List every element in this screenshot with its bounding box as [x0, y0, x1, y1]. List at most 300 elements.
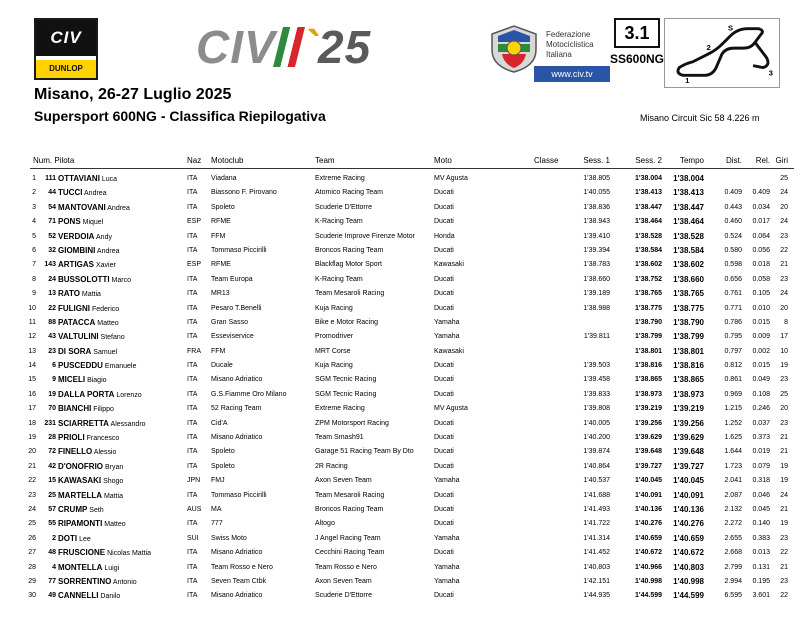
- laps: 23: [780, 376, 788, 384]
- team: J Angel Racing Team: [315, 534, 381, 542]
- motoclub: Misano Adriatico: [211, 434, 263, 442]
- team: Promodriver: [315, 333, 354, 341]
- rider-firstname: Luigi: [104, 564, 120, 572]
- bike: Ducati: [434, 290, 454, 298]
- nationality: ITA: [187, 520, 198, 528]
- bib-number: 70: [48, 405, 56, 413]
- bib-number: 72: [48, 448, 56, 456]
- bike: Ducati: [434, 218, 454, 226]
- gap-previous: 0.079: [752, 462, 770, 470]
- table-row: [0, 258, 800, 272]
- team: Scuderie Improve Firenze Motor: [315, 232, 415, 240]
- session2-time: 1'44.599: [635, 592, 662, 600]
- rider-surname: MICELI: [58, 375, 86, 385]
- table-row: [0, 172, 800, 186]
- team: Team Mesaroli Racing: [315, 491, 385, 499]
- gap-leader: 0.443: [724, 203, 742, 211]
- civ-2025-banner: CIV `25: [196, 21, 372, 73]
- laps: 25: [780, 175, 788, 182]
- rider-surname: PUSCEDDU: [58, 361, 103, 371]
- rider-name: [58, 244, 119, 259]
- bib-number: 28: [48, 434, 56, 442]
- nationality: JPN: [187, 477, 201, 485]
- bike: Honda: [434, 232, 455, 240]
- position: 18: [28, 419, 36, 427]
- bike: Yamaha: [434, 333, 460, 341]
- best-time: 1'40.998: [673, 576, 704, 586]
- rider-name: [58, 316, 119, 331]
- rider-firstname: Biagio: [87, 377, 107, 385]
- bib-number: 13: [48, 290, 56, 298]
- session2-time: 1'38.528: [635, 232, 662, 240]
- rider-name: [58, 201, 130, 216]
- rider-surname: VERDOIA: [58, 231, 95, 241]
- rider-firstname: Lee: [79, 535, 91, 543]
- motoclub: Misano Adriatico: [211, 592, 263, 600]
- bike: Ducati: [434, 275, 454, 283]
- rider-firstname: Alessandro: [110, 420, 146, 428]
- session2-time: 1'40.091: [635, 491, 662, 499]
- best-time: 1'40.045: [673, 476, 704, 486]
- gap-previous: 0.013: [752, 549, 770, 557]
- position: 27: [28, 549, 36, 557]
- bike: Kawasaki: [434, 261, 464, 269]
- rider-name: [58, 489, 123, 504]
- rider-surname: PONS: [58, 217, 81, 227]
- best-time: 1'38.584: [673, 245, 704, 255]
- bike: Kawasaki: [434, 347, 464, 355]
- bib-number: 57: [48, 505, 56, 513]
- track-label-1: 1: [685, 76, 690, 86]
- position: 12: [28, 333, 36, 341]
- gap-previous: 0.034: [752, 203, 770, 211]
- best-time: 1'38.660: [673, 274, 704, 284]
- motoclub: FFM: [211, 232, 226, 240]
- motoclub: 52 Racing Team: [211, 405, 262, 413]
- gap-previous: 0.140: [752, 520, 770, 528]
- laps: 22: [780, 246, 788, 254]
- rider-name: [58, 517, 126, 532]
- gap-previous: 0.015: [752, 318, 770, 326]
- bib-number: 32: [48, 246, 56, 254]
- rider-firstname: Mattia: [81, 291, 101, 299]
- session1-time: 1'38.836: [583, 203, 610, 211]
- civ-logo: [34, 18, 98, 80]
- session2-time: 1'38.752: [635, 275, 662, 283]
- team: Extreme Racing: [315, 175, 365, 182]
- team: Kuja Racing: [315, 304, 353, 312]
- session2-time: 1'38.765: [635, 290, 662, 298]
- laps: 20: [780, 304, 788, 312]
- session2-time: 1'38.799: [635, 333, 662, 341]
- table-row: [0, 273, 800, 287]
- best-time: 1'40.276: [673, 519, 704, 529]
- gap-leader: 0.812: [724, 362, 742, 370]
- rider-name: [58, 561, 119, 576]
- nationality: ITA: [187, 448, 198, 456]
- best-time: 1'38.464: [673, 217, 704, 227]
- laps: 17: [780, 333, 788, 341]
- gap-previous: 0.045: [752, 505, 770, 513]
- rider-name: [58, 287, 101, 302]
- rider-surname: PATACCA: [58, 317, 96, 327]
- gap-previous: 0.064: [752, 232, 770, 240]
- laps: 24: [780, 290, 788, 298]
- session2-time: 1'40.136: [635, 505, 662, 513]
- laps: 20: [780, 203, 788, 211]
- motoclub: MR13: [211, 290, 230, 298]
- track-label-3: 3: [768, 68, 773, 78]
- gap-leader: 2.087: [724, 491, 742, 499]
- nationality: ITA: [187, 434, 198, 442]
- team: Extreme Racing: [315, 405, 365, 413]
- team: Garage 51 Racing Team By Dto: [315, 448, 414, 456]
- dunlop-logo: DUNLOP: [36, 60, 96, 78]
- team: SGM Tecnic Racing: [315, 390, 377, 398]
- best-time: 1'40.136: [673, 504, 704, 514]
- bike: Ducati: [434, 491, 454, 499]
- best-time: 1'38.413: [673, 188, 704, 198]
- table-row: [0, 201, 800, 215]
- team: Axon Seven Team: [315, 477, 372, 485]
- nationality: ITA: [187, 175, 198, 182]
- bike: Ducati: [434, 520, 454, 528]
- round-number: 3.1: [614, 18, 660, 48]
- gap-leader: 0.598: [724, 261, 742, 269]
- rider-surname: DOTI: [58, 533, 78, 543]
- gap-leader: 2.132: [724, 505, 742, 513]
- gap-leader: 0.797: [724, 347, 742, 355]
- gap-leader: 1.625: [724, 434, 742, 442]
- position: 16: [28, 390, 36, 398]
- motoclub: 777: [211, 520, 223, 528]
- session1-time: 1'41.452: [583, 549, 610, 557]
- motoclub: Gran Sasso: [211, 318, 248, 326]
- federation-name: Federazione Motociclistica Italiana: [546, 30, 594, 59]
- col-tempo: Tempo: [679, 156, 704, 165]
- session1-time: 1'39.808: [583, 405, 610, 413]
- session2-time: 1'40.659: [635, 534, 662, 542]
- table-row: [0, 230, 800, 244]
- gap-previous: 0.246: [752, 405, 770, 413]
- rider-surname: GIOMBINI: [58, 245, 96, 255]
- laps: 21: [780, 448, 788, 456]
- position: 19: [28, 434, 36, 442]
- team: Broncos Racing Team: [315, 505, 384, 513]
- session2-time: 1'38.584: [635, 246, 662, 254]
- bib-number: 49: [48, 592, 56, 600]
- rider-firstname: Miquel: [82, 219, 104, 227]
- best-time: 1'38.816: [673, 361, 704, 371]
- bib-number: 23: [48, 347, 56, 355]
- session2-time: 1'38.816: [635, 362, 662, 370]
- rider-firstname: Marco: [111, 276, 131, 284]
- table-row: [0, 474, 800, 488]
- rider-name: [58, 575, 137, 590]
- table-row: [0, 388, 800, 402]
- motoclub: Cid'A: [211, 419, 228, 427]
- session2-time: 1'40.998: [635, 577, 662, 585]
- bib-number: 2: [52, 534, 56, 542]
- best-time: 1'38.973: [673, 389, 704, 399]
- header-divider: [30, 168, 794, 169]
- session2-time: 1'38.464: [635, 218, 662, 226]
- laps: 24: [780, 189, 788, 197]
- motoclub: G.S.Fiamme Oro Milano: [211, 390, 287, 398]
- session2-time: 1'40.276: [635, 520, 662, 528]
- bike: Yamaha: [434, 563, 460, 571]
- gap-previous: 0.383: [752, 534, 770, 542]
- team: Team Smash91: [315, 434, 364, 442]
- position: 5: [32, 232, 36, 240]
- session1-time: 1'40.803: [583, 563, 610, 571]
- table-row: [0, 345, 800, 359]
- bib-number: 143: [44, 261, 56, 269]
- best-time: 1'38.765: [673, 289, 704, 299]
- bib-number: 43: [48, 333, 56, 341]
- session1-time: 1'41.688: [583, 491, 610, 499]
- team: MRT Corse: [315, 347, 351, 355]
- gap-previous: 0.049: [752, 376, 770, 384]
- gap-leader: 0.761: [724, 290, 742, 298]
- gap-leader: 0.771: [724, 304, 742, 312]
- bib-number: 22: [48, 304, 56, 312]
- team: Scuderie D'Ettorre: [315, 592, 372, 600]
- rider-surname: MARTELLA: [58, 490, 102, 500]
- motoclub: Tommaso Piccirilli: [211, 491, 267, 499]
- session1-time: 1'40.864: [583, 462, 610, 470]
- bike: Ducati: [434, 189, 454, 197]
- rider-name: [58, 345, 117, 360]
- bike: Yamaha: [434, 477, 460, 485]
- bib-number: 6: [52, 362, 56, 370]
- rider-firstname: Emanuele: [104, 363, 137, 371]
- rider-firstname: Andy: [96, 233, 112, 241]
- team: Cecchini Racing Team: [315, 549, 385, 557]
- bike: Ducati: [434, 419, 454, 427]
- rider-name: [58, 172, 117, 187]
- col-giri: Giri: [775, 156, 788, 165]
- position: 21: [28, 462, 36, 470]
- table-row: [0, 215, 800, 229]
- table-row: [0, 561, 800, 575]
- session1-time: 1'39.874: [583, 448, 610, 456]
- gap-leader: 2.799: [724, 563, 742, 571]
- bib-number: 24: [48, 275, 56, 283]
- laps: 22: [780, 549, 788, 557]
- best-time: 1'40.659: [673, 533, 704, 543]
- rider-firstname: Matteo: [97, 319, 119, 327]
- bib-number: 55: [48, 520, 56, 528]
- session1-time: 1'39.410: [583, 232, 610, 240]
- banner-title: CIV: [196, 21, 276, 73]
- gap-previous: 0.108: [752, 390, 770, 398]
- motoclub: Misano Adriatico: [211, 549, 263, 557]
- bib-number: 15: [48, 477, 56, 485]
- gap-previous: 0.058: [752, 275, 770, 283]
- table-row: [0, 460, 800, 474]
- position: 22: [28, 477, 36, 485]
- team: K-Racing Team: [315, 218, 363, 226]
- rider-firstname: Matteo: [104, 521, 126, 529]
- gap-previous: 0.002: [752, 347, 770, 355]
- session2-time: 1'38.775: [635, 304, 662, 312]
- nationality: ITA: [187, 362, 198, 370]
- rider-surname: SORRENTINO: [58, 576, 112, 586]
- nationality: ITA: [187, 290, 198, 298]
- civ-logo-text: CIV: [36, 20, 96, 56]
- position: 13: [28, 347, 36, 355]
- best-time: 1'39.256: [673, 418, 704, 428]
- rider-firstname: Bryan: [104, 463, 124, 471]
- gap-leader: 0.969: [724, 390, 742, 398]
- session1-time: 1'38.783: [583, 261, 610, 269]
- rider-firstname: Andrea: [96, 247, 120, 255]
- position: 11: [28, 318, 36, 326]
- motoclub: RFME: [211, 218, 231, 226]
- bib-number: 4: [52, 563, 56, 571]
- nationality: ITA: [187, 462, 198, 470]
- rider-name: [58, 359, 136, 374]
- gap-previous: 0.046: [752, 491, 770, 499]
- motoclub: Ducale: [211, 362, 233, 370]
- gap-previous: 0.017: [752, 218, 770, 226]
- laps: 19: [780, 462, 788, 470]
- session1-time: 1'38.805: [583, 175, 610, 182]
- rider-name: [58, 302, 119, 317]
- laps: 19: [780, 520, 788, 528]
- gap-previous: 0.037: [752, 419, 770, 427]
- nationality: FRA: [187, 347, 201, 355]
- session1-time: 1'41.314: [583, 534, 610, 542]
- rider-surname: DI SORA: [58, 346, 92, 356]
- team: Team Rosso e Nero: [315, 563, 377, 571]
- position: 4: [32, 218, 36, 226]
- bike: Ducati: [434, 462, 454, 470]
- session1-time: 1'41.493: [583, 505, 610, 513]
- table-row: [0, 330, 800, 344]
- class-title: Supersport 600NG - Classifica Riepilogativa: [34, 108, 326, 124]
- bib-number: 88: [48, 318, 56, 326]
- session2-time: 1'38.865: [635, 376, 662, 384]
- session2-time: 1'38.790: [635, 318, 662, 326]
- rider-surname: VALTULINI: [58, 332, 99, 342]
- session2-time: 1'39.648: [635, 448, 662, 456]
- bib-number: 54: [48, 203, 56, 211]
- rider-name: [58, 330, 125, 345]
- bike: Ducati: [434, 390, 454, 398]
- position: 7: [32, 261, 36, 269]
- table-row: [0, 373, 800, 387]
- best-time: 1'40.803: [673, 562, 704, 572]
- gap-previous: 3.601: [752, 592, 770, 600]
- laps: 21: [780, 261, 788, 269]
- rider-name: [58, 445, 116, 460]
- session2-time: 1'39.256: [635, 419, 662, 427]
- best-time: 1'44.599: [673, 591, 704, 601]
- best-time: 1'38.004: [673, 174, 704, 183]
- col-motoclub: Motoclub: [211, 156, 244, 165]
- laps: 21: [780, 434, 788, 442]
- rider-surname: SCIARRETTA: [58, 418, 109, 428]
- bike: Ducati: [434, 304, 454, 312]
- session2-time: 1'39.629: [635, 434, 662, 442]
- laps: 23: [780, 275, 788, 283]
- session2-time: 1'39.219: [635, 405, 662, 413]
- best-time: 1'38.865: [673, 375, 704, 385]
- laps: 21: [780, 563, 788, 571]
- nationality: ITA: [187, 390, 198, 398]
- team: ZPM Motorsport Racing: [315, 419, 389, 427]
- motoclub: Esseviservice: [211, 333, 254, 341]
- bike: Yamaha: [434, 577, 460, 585]
- rider-firstname: Luca: [101, 176, 118, 183]
- rider-firstname: Stefano: [100, 334, 125, 342]
- motoclub: FFM: [211, 347, 226, 355]
- position: 24: [28, 505, 36, 513]
- rider-firstname: Alessio: [93, 449, 117, 457]
- rider-surname: RIPAMONTI: [58, 519, 103, 529]
- bib-number: 25: [48, 491, 56, 499]
- gap-leader: 0.409: [724, 189, 742, 197]
- rider-surname: CRUMP: [58, 504, 88, 514]
- position: 25: [28, 520, 36, 528]
- best-time: 1'39.648: [673, 447, 704, 457]
- best-time: 1'39.219: [673, 404, 704, 414]
- bib-number: 48: [48, 549, 56, 557]
- nationality: ITA: [187, 563, 198, 571]
- team: Atomico Racing Team: [315, 189, 383, 197]
- nationality: ITA: [187, 419, 198, 427]
- gap-leader: 0.580: [724, 246, 742, 254]
- table-row: [0, 244, 800, 258]
- session1-time: 1'44.935: [583, 592, 610, 600]
- rider-name: [58, 503, 104, 518]
- team: K-Racing Team: [315, 275, 363, 283]
- position: 8: [32, 275, 36, 283]
- rider-surname: KAWASAKI: [58, 476, 102, 486]
- gap-leader: 0.861: [724, 376, 742, 384]
- rider-surname: FINELLO: [58, 447, 93, 457]
- bib-number: 71: [48, 218, 56, 226]
- gap-previous: 0.318: [752, 477, 770, 485]
- motoclub: FMJ: [211, 477, 225, 485]
- rider-name: [58, 431, 119, 446]
- gap-leader: 0.786: [724, 318, 742, 326]
- position: 14: [28, 362, 36, 370]
- laps: 8: [784, 318, 788, 326]
- gap-leader: 0.656: [724, 275, 742, 283]
- laps: 25: [780, 390, 788, 398]
- col-sess1: Sess. 1: [583, 156, 610, 165]
- table-row: [0, 445, 800, 459]
- rider-name: [58, 474, 123, 489]
- nationality: ESP: [187, 218, 202, 226]
- team: Scuderie D'Ettorre: [315, 203, 372, 211]
- session1-time: 1'40.200: [583, 434, 610, 442]
- circuit-info: Misano Circuit Sic 58 4.226 m: [640, 113, 760, 123]
- team: Altogo: [315, 520, 335, 528]
- bike: Yamaha: [434, 318, 460, 326]
- table-row: [0, 359, 800, 373]
- laps: 19: [780, 362, 788, 370]
- session1-time: 1'40.055: [583, 189, 610, 197]
- col-classe: Classe: [534, 156, 559, 165]
- rider-surname: DALLA PORTA: [58, 389, 115, 399]
- best-time: 1'40.091: [673, 490, 704, 500]
- gap-previous: 0.409: [752, 189, 770, 197]
- laps: 23: [780, 577, 788, 585]
